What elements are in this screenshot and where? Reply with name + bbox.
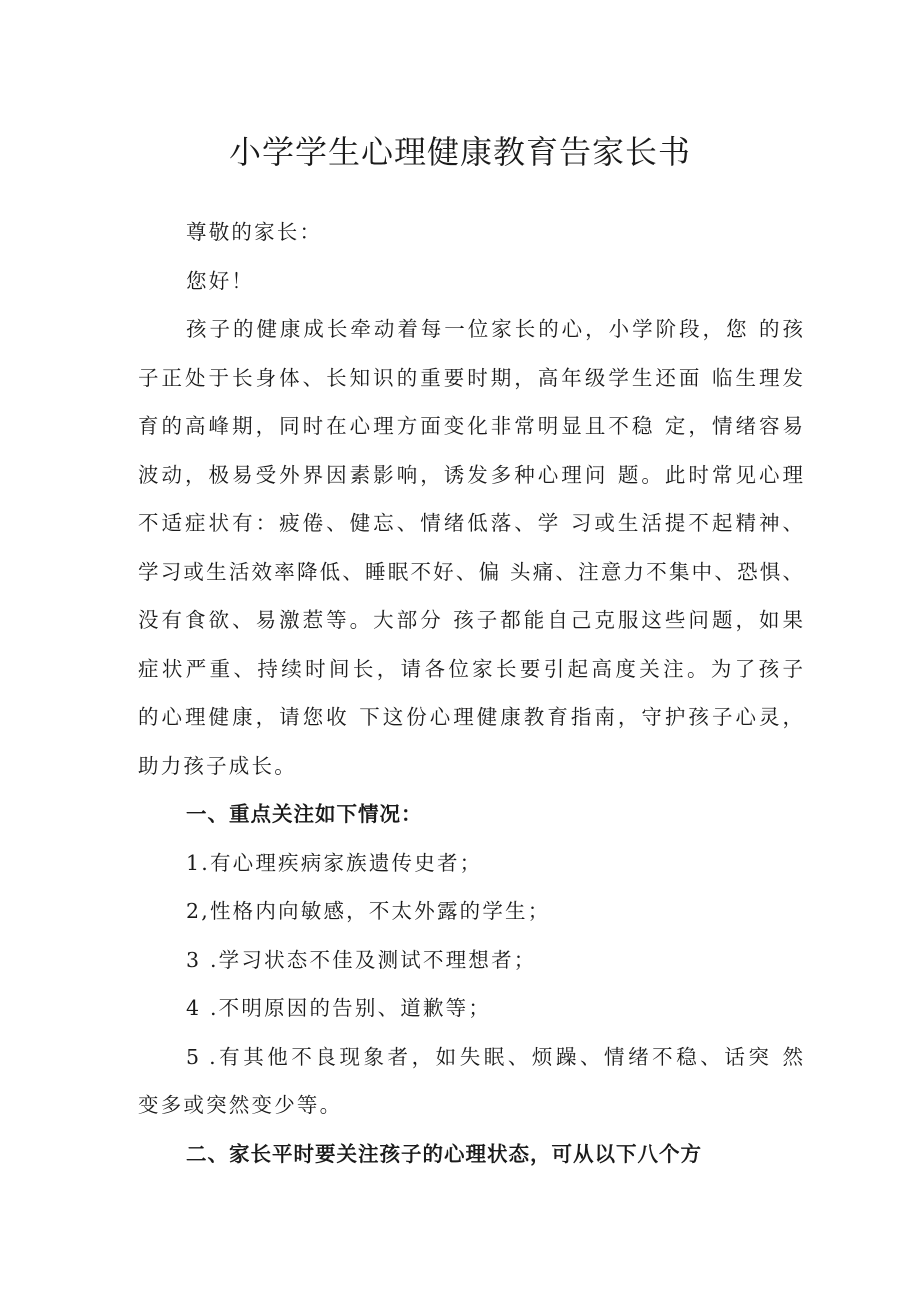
intro-paragraph — [138, 305, 803, 790]
list-item: 5 .有其他不良现象者，如失眠、烦躁、情绪不稳、话突 然 — [186, 1044, 803, 1069]
list-item: 1.有心理疾病家族遗传史者； — [186, 850, 483, 875]
intro-line: 没有食欲、易激惹等。大部分 孩子都能自己克服这些问题，如果 — [138, 608, 803, 632]
intro-line: 育的高峰期，同时在心理方面变化非常明显且不稳 定，情绪容易 — [138, 414, 803, 438]
section-1-heading: 一、重点关注如下情况： — [186, 802, 423, 826]
intro-line: 助力孩子成长。 — [138, 753, 297, 778]
section-1-list — [138, 839, 803, 1130]
intro-line: 波动，极易受外界因素影响，诱发多种心理问 题。此时常见心理 — [138, 462, 803, 487]
list-item: 3 .学习状态不佳及测试不理想者； — [186, 947, 537, 972]
intro-line: 不适症状有：疲倦、健忘、情绪低落、学 习或生活提不起精神、 — [138, 511, 803, 535]
intro-line: 的心理健康，请您收 下这份心理健康教育指南，守护孩子心灵， — [138, 705, 803, 729]
intro-line: 学习或生活效率降低、睡眠不好、偏 头痛、注意力不集中、恐惧、 — [138, 559, 803, 584]
intro-line: 子正处于长身体、长知识的重要时期，高年级学生还面 临生理发 — [138, 365, 803, 390]
salutation: 尊敬的家长： — [186, 220, 323, 244]
list-item: 2,性格内向敏感，不太外露的学生； — [186, 899, 551, 923]
intro-line: 症状严重、持续时间长，请各位家长要引起高度关注。为了孩子 — [138, 656, 803, 681]
list-item: 4 .不明原因的告别、道歉等； — [186, 996, 492, 1020]
greeting: 您好！ — [186, 268, 255, 293]
document-title: 小学学生心理健康教育告家长书 — [228, 133, 691, 171]
intro-line: 孩子的健康成长牵动着每一位家长的心，小学阶段，您 的孩 — [186, 317, 803, 341]
list-item-continuation: 变多或突然变少等。 — [138, 1093, 343, 1117]
document-body — [138, 208, 803, 1178]
section-2-heading: 二、家长平时要关注孩子的心理状态，可从以下八个方 — [186, 1141, 702, 1166]
